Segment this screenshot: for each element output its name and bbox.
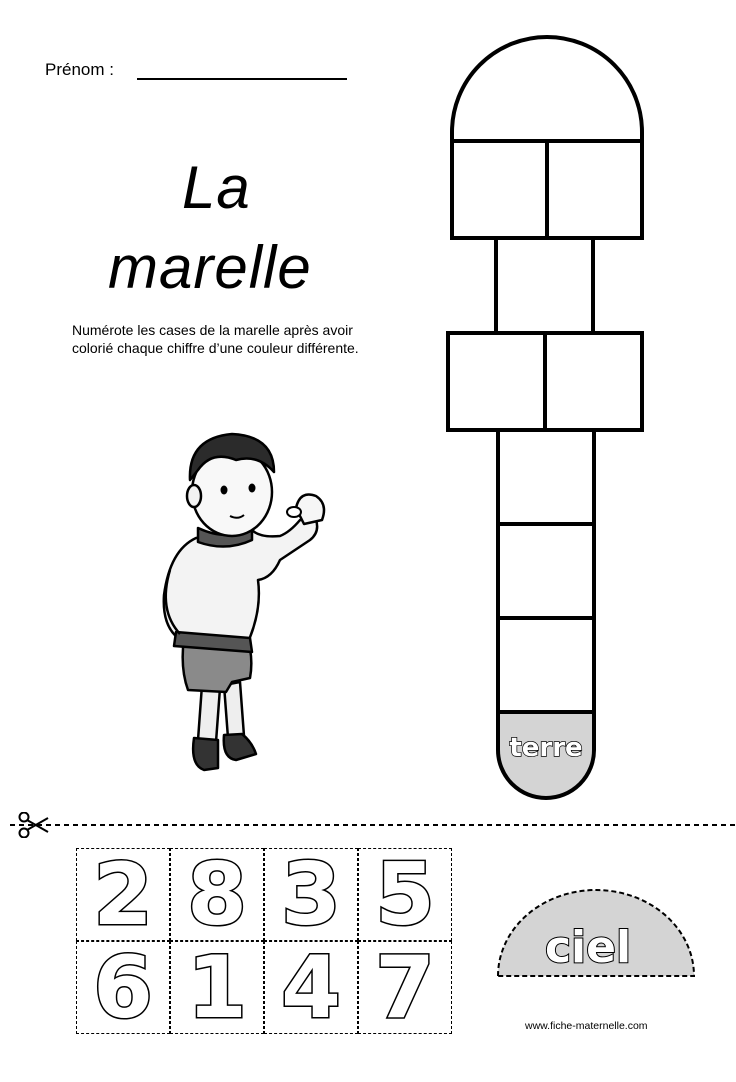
number-card <box>170 937 264 1038</box>
number-card <box>358 844 452 945</box>
number-cutouts-grid <box>76 844 452 1038</box>
website-credit: www.fiche-maternelle.com <box>525 1020 648 1032</box>
ciel-label: ciel <box>544 922 632 973</box>
hopscotch-square <box>498 618 594 712</box>
hopscotch-square <box>545 333 642 430</box>
number-digit: 6 <box>93 937 153 1038</box>
number-digit: 1 <box>187 937 247 1038</box>
ciel-cutout <box>496 888 696 980</box>
instructions-text: Numérote les cases de la marelle après avoir colorié chaque chiffre d’une couleur différente. <box>72 322 359 356</box>
hopscotch-board <box>440 30 650 800</box>
title-line-1: La <box>182 154 251 221</box>
cut-line <box>10 812 736 838</box>
hopscotch-square <box>498 524 594 618</box>
hopscotch-top-dome <box>452 37 642 141</box>
number-digit: 2 <box>93 844 153 945</box>
hopscotch-square <box>498 430 594 524</box>
number-card <box>358 937 452 1038</box>
number-digit: 3 <box>281 844 341 945</box>
number-card <box>264 844 358 945</box>
hopscotch-square <box>547 141 642 238</box>
number-card <box>264 937 358 1038</box>
number-card <box>76 844 170 945</box>
title-line-2: marelle <box>108 234 312 301</box>
number-digit: 5 <box>375 844 435 945</box>
name-write-line <box>137 78 347 80</box>
terre-label: terre <box>509 733 583 763</box>
hopscotch-square <box>448 333 545 430</box>
name-label: Prénom : <box>45 60 114 79</box>
hopscotch-square <box>496 238 593 333</box>
number-card <box>76 937 170 1038</box>
hopscotch-square <box>452 141 547 238</box>
number-digit: 8 <box>187 844 247 945</box>
number-digit: 4 <box>281 937 341 1038</box>
boy-illustration <box>140 420 340 790</box>
number-digit: 7 <box>375 937 435 1038</box>
number-card <box>170 844 264 945</box>
